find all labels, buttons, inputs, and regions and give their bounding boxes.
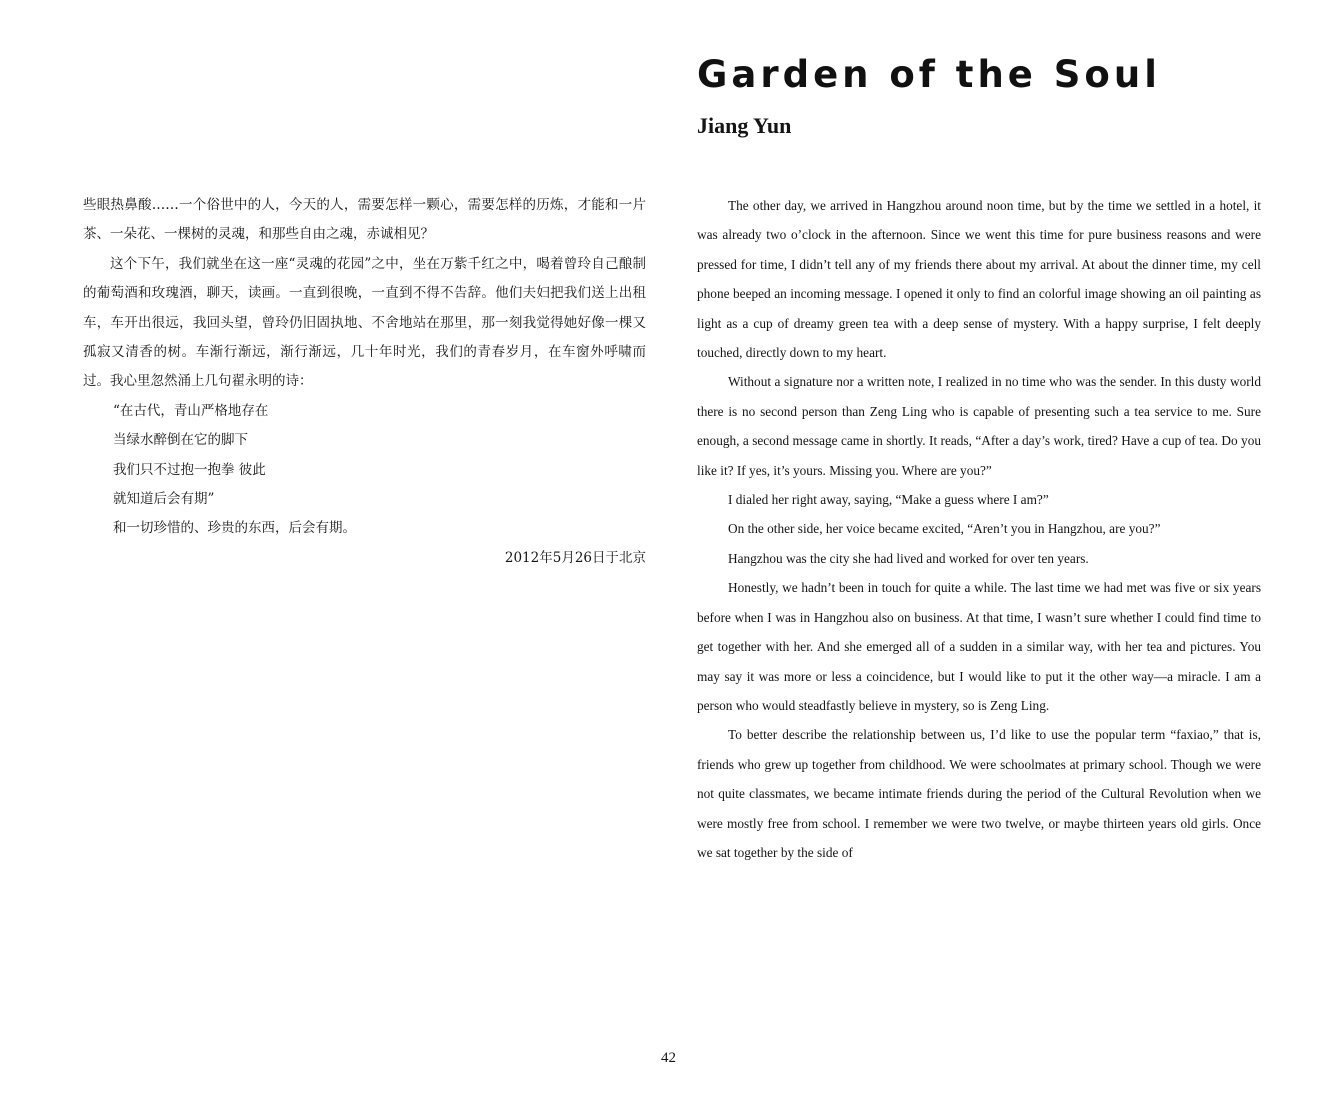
chinese-paragraph: 这个下午，我们就坐在这一座“灵魂的花园”之中，坐在万紫千红之中，喝着曾玲自己酿制的葡萄酒和玫瑰酒，聊天，读画。一直到很晚，一直到不得不告辞。他们夫妇把我们送上出租车，车开出很远，我回头望，曾玲仍旧固执地、不舍地站在那里，那一刻我觉得她好像一棵又孤寂又清香的树。车渐行渐远，渐行渐远，几十年时光，我们的青春岁月，在车窗外呼啸而过。我心里忽然涌上几句翟永明的诗： [83,255,646,390]
chinese-text-column [83,191,646,573]
english-paragraph: Hangzhou was the city she had lived and worked for over ten years. [728,550,1089,566]
poem-line: 就知道后会有期” [113,491,215,508]
chinese-paragraph: 些眼热鼻酸……一个俗世中的人，今天的人，需要怎样一颗心，需要怎样的历炼，才能和一片茶、一朵花、一棵树的灵魂，和那些自由之魂，赤诚相见？ [83,197,646,243]
english-paragraph: Without a signature nor a written note, I realized in no time who was the sender. In this dusty world there is no second person than Zeng Ling who is capable of presenting such a tea service to me. Sure enough, a second message came in shortly. It reads, “After a day’s work, tired? Have a cup of tea. Do you like it? If yes, it’s yours. Missing you. Where are you?” [697,374,1261,478]
page-number: 42 [661,1050,676,1066]
closing-line: 和一切珍惜的、珍贵的东西，后会有期。 [113,520,356,537]
poem-line: “在古代，青山严格地存在 [113,402,269,419]
english-paragraph: I dialed her right away, saying, “Make a guess where I am?” [728,492,1049,508]
english-paragraph: To better describe the relationship between us, I’d like to use the popular term “faxiao,” that is, friends who grew up together from childhood. We were schoolmates at primary school. Though we were not quite classmates, we became intimate friends during the period of the Cultural Revolution when we were mostly free from school. I remember we were two twelve, or maybe thirteen years old girls. Once we sat together by the side of [697,727,1261,860]
poem-line: 当绿水醉倒在它的脚下 [113,432,248,449]
article-author: Jiang Yun [697,113,792,138]
article-title: Garden of the Soul [697,53,1161,96]
english-paragraph: On the other side, her voice became excited, “Aren’t you in Hangzhou, are you?” [728,521,1161,537]
english-text-column [697,191,1261,867]
date-line: 2012年5月26日于北京 [504,549,646,566]
english-paragraph: The other day, we arrived in Hangzhou around noon time, but by the time we settled in a hotel, it was already two o’clock in the afternoon. Since we went this time for pure business reasons and were pressed for time, I didn’t tell any of my friends there about my arrival. At about the dinner time, my cell phone beeped an incoming message. I opened it only to find an colorful image showing an oil painting as light as a cup of dreamy green tea with a deep sense of mystery. With a happy surprise, I felt deeply touched, directly down to my heart. [697,198,1261,361]
english-paragraph: Honestly, we hadn’t been in touch for quite a while. The last time we had met was five or six years before when I was in Hangzhou also on business. At that time, I wasn’t sure whether I could find time to get together with her. And she emerged all of a sudden in a similar way, with her tea and pictures. You may say it was more or less a coincidence, but I would like to put it the other way—a miracle. I am a person who would steadfastly believe in mystery, so is Zeng Ling. [697,580,1261,713]
poem-line: 我们只不过抱一抱拳 彼此 [113,461,266,478]
